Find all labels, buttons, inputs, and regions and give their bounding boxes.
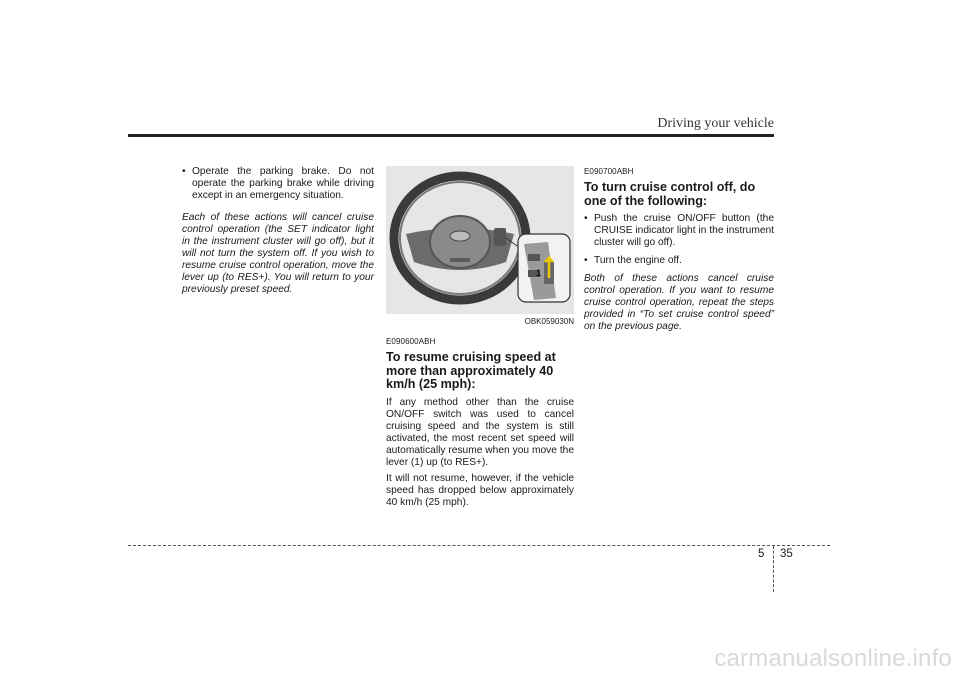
figure-caption: OBK059030N [524,317,574,326]
column-middle [386,166,574,513]
chapter-number: 5 [758,548,765,560]
steering-wheel-illustration [386,166,574,314]
section-title: Driving your vehicle [657,116,774,131]
section-code: E090600ABH [386,337,436,346]
turn-off-heading: To turn cruise control off, do one of the following: [584,180,756,208]
footer-divider [773,546,774,592]
cancel-note: Each of these actions will cancel cruise control operation (the SET indicator light in the instrument cluster will go off), but it will not turn the system off. If you wish to resume cruise control operation, move the lever up (to RES+). You will return to your previously preset speed. [182,212,374,295]
header-rule [128,134,774,137]
turn-off-note: Both of these actions cancel cruise control operation. If you want to resume cruise control operation, repeat the steps provided in “To set cruise control speed” on the previous page. [584,273,774,332]
footer-rule [128,545,830,546]
bullet-parking-brake: • Operate the parking brake. Do not operate the parking brake while driving except in an emergency situation. [182,166,374,202]
bullet-engine-off: • Turn the engine off. [584,255,774,267]
resume-para-2: It will not resume, however, if the vehicle speed has dropped below approximately 40 km/h (25 mph). [386,472,574,508]
watermark: carmanualsonline.info [714,645,952,672]
bullet-push-button: • Push the cruise ON/OFF button (the CRUISE indicator light in the instrument cluster will go off). [584,213,774,249]
section-code: E090700ABH [584,167,634,176]
resume-para-1: If any method other than the cruise ON/OFF switch was used to cancel cruising speed and the system is still activated, the most recent set speed will automatically resume when you move the lever (1) up (to RES+). [386,396,574,468]
page-number: 35 [780,548,793,560]
figure-callout: 1 [536,268,542,278]
resume-heading: To resume cruising speed at more than approximately 40 km/h (25 mph): [386,350,556,391]
steering-wheel-figure [386,166,574,314]
column-right [584,166,774,333]
column-left [182,166,374,296]
